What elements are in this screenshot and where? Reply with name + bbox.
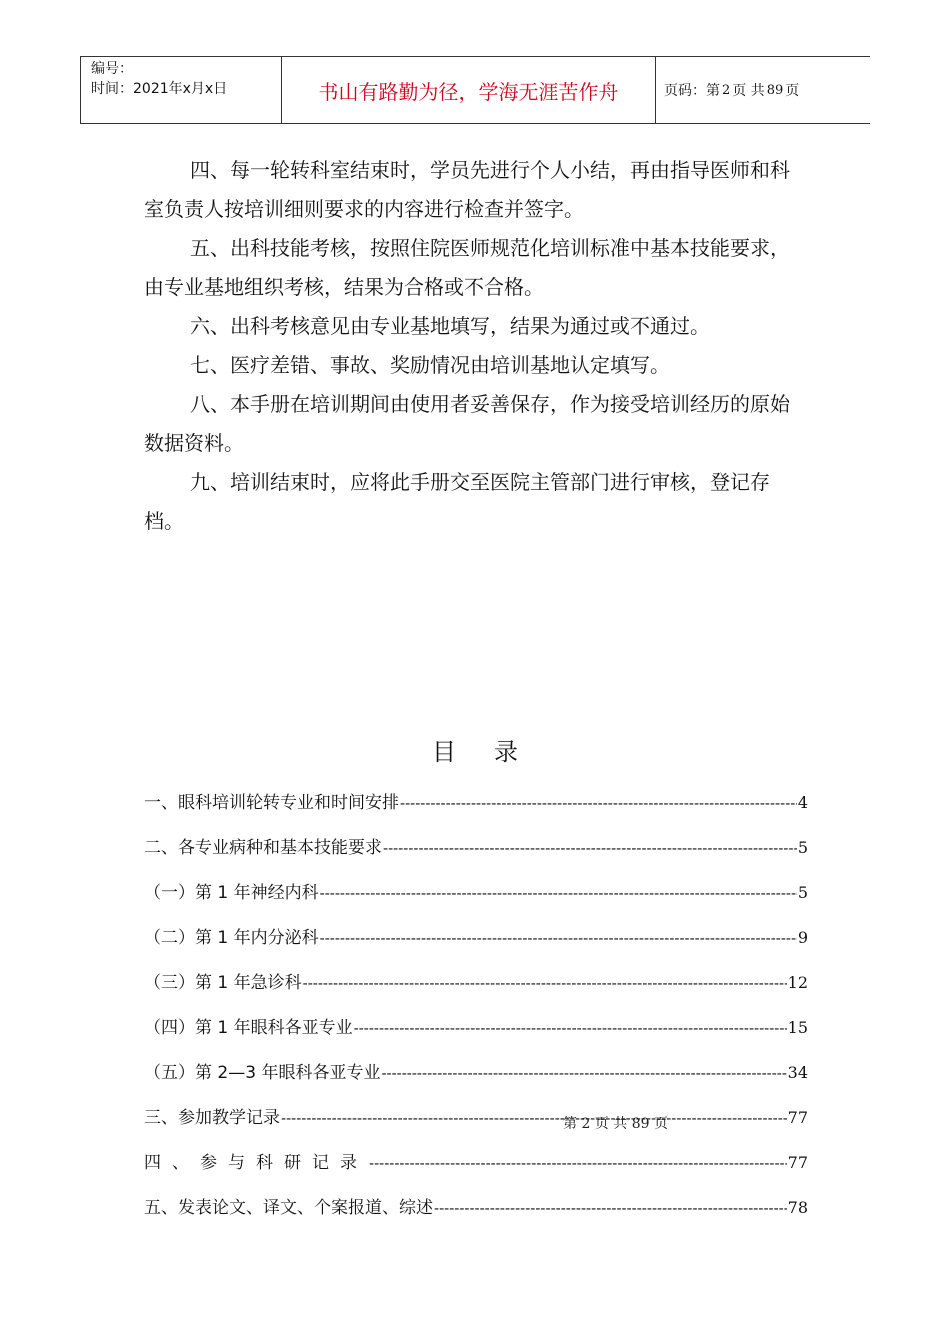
toc-item[interactable] (144, 1013, 808, 1058)
document-number-label: 编号： (91, 61, 133, 77)
toc-item-label: 三、参加教学记录 (144, 1108, 280, 1128)
toc-item-page: 77 (787, 1153, 808, 1172)
toc-leader (320, 929, 797, 947)
toc-leader (354, 1019, 787, 1037)
toc-item-page: 77 (787, 1108, 808, 1127)
page-header (80, 56, 870, 124)
table-of-contents (144, 788, 808, 1238)
toc-item-label: （四）第 1 年眼科各亚专业 (144, 1018, 353, 1038)
page-suffix: 页 (785, 83, 800, 99)
toc-leader (303, 974, 787, 992)
toc-leader (369, 1154, 787, 1172)
toc-item-label: 一、眼科培训轮转专业和时间安排 (144, 793, 399, 813)
toc-leader (434, 1199, 787, 1217)
toc-item-page: 34 (787, 1063, 808, 1082)
toc-leader (381, 1064, 786, 1082)
header-motto: 书山有路勤为径，学海无涯苦作舟 (282, 57, 656, 123)
toc-item-label: 二、各专业病种和基本技能要求 (144, 838, 382, 858)
page-footer: 第 2 页 共 89 页 (563, 1116, 668, 1132)
paragraph: 九、培训结束时，应将此手册交至医院主管部门进行审核，登记存档。 (144, 470, 770, 533)
toc-item[interactable] (144, 1103, 808, 1148)
document-time-label: 时间：2021年x月x日 (91, 81, 228, 97)
toc-item-page: 4 (797, 793, 808, 812)
toc-item-page: 78 (787, 1198, 808, 1217)
toc-item-page: 5 (797, 838, 808, 857)
page-current: 2 (722, 82, 731, 98)
paragraph: 七、医疗差错、事故、奖励情况由培训基地认定填写。 (190, 353, 670, 377)
page-mid: 页 共 (732, 83, 765, 99)
paragraph: 八、本手册在培训期间由使用者妥善保存，作为接受培训经历的原始数据资料。 (144, 392, 790, 455)
header-page-info (656, 57, 870, 123)
paragraph: 六、出科考核意见由专业基地填写，结果为通过或不通过。 (190, 314, 710, 338)
toc-item[interactable] (144, 968, 808, 1013)
toc-item[interactable] (144, 1193, 808, 1238)
page-prefix: 页码：第 (664, 83, 720, 99)
toc-item[interactable] (144, 1148, 808, 1193)
toc-item-page: 12 (787, 973, 808, 992)
toc-leader (383, 839, 797, 857)
toc-leader (400, 794, 797, 812)
page-total: 89 (766, 82, 784, 98)
paragraph: 四、每一轮转科室结束时，学员先进行个人小结，再由指导医师和科室负责人按培训细则要求的内容进行检查并签字。 (144, 158, 790, 221)
toc-item-label: （三）第 1 年急诊科 (144, 973, 302, 993)
toc-item[interactable] (144, 788, 808, 833)
toc-item-page: 9 (797, 928, 808, 947)
toc-item[interactable] (144, 923, 808, 968)
toc-item[interactable] (144, 833, 808, 878)
toc-item-label: （一）第 1 年神经内科 (144, 883, 319, 903)
paragraph: 五、出科技能考核，按照住院医师规范化培训标准中基本技能要求，由专业基地组织考核，结果为合格或不合格。 (144, 236, 790, 299)
toc-item-page: 5 (797, 883, 808, 902)
toc-item-label: （二）第 1 年内分泌科 (144, 928, 319, 948)
toc-item-label: （五）第 2—3 年眼科各亚专业 (144, 1063, 381, 1083)
toc-item-label: 五、发表论文、译文、个案报道、综述 (144, 1198, 433, 1218)
instructions-body (144, 151, 804, 541)
toc-item[interactable] (144, 878, 808, 923)
header-meta (81, 57, 282, 123)
toc-item-label: 四、参与科研记录 (144, 1153, 368, 1173)
toc-item[interactable] (144, 1058, 808, 1103)
toc-title: 目录 (432, 738, 556, 766)
toc-item-page: 15 (787, 1018, 808, 1037)
toc-leader (320, 884, 797, 902)
toc-leader (281, 1109, 787, 1127)
